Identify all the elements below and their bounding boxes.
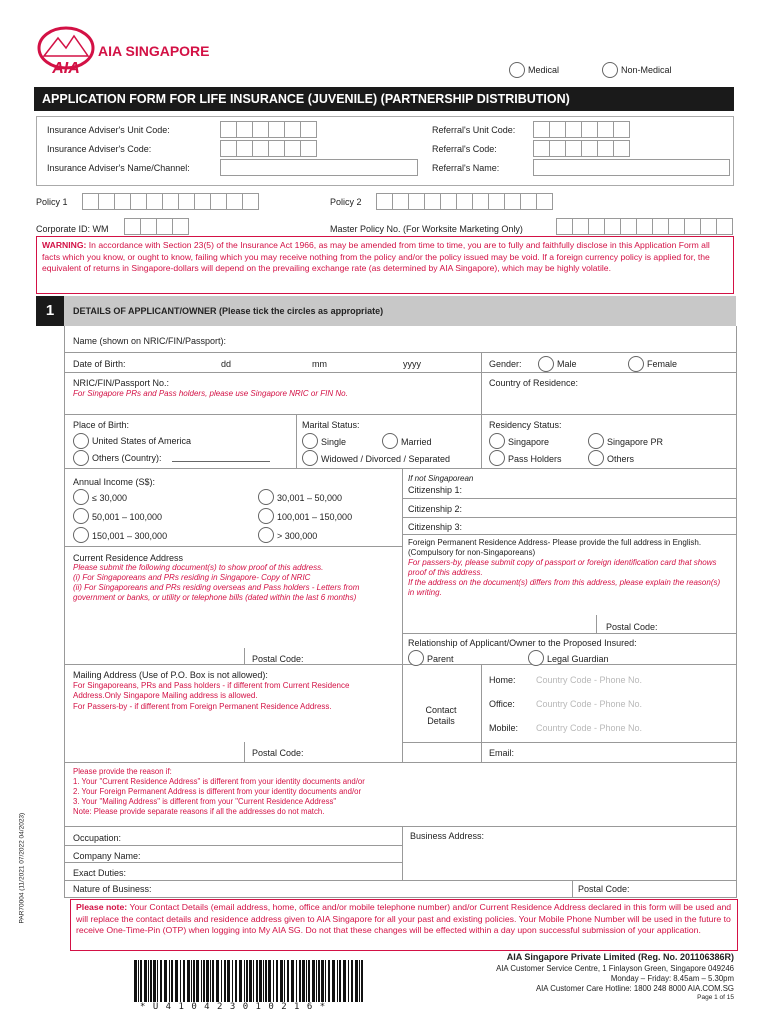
non-medical-label: Non-Medical — [621, 65, 672, 75]
barcode-bar — [239, 960, 242, 1002]
occupation-label: Occupation: — [73, 833, 122, 843]
parent-label: Parent — [427, 654, 454, 664]
barcode — [134, 960, 364, 1002]
form-title: APPLICATION FORM FOR LIFE INSURANCE (JUVENILE) (PARTNERSHIP DISTRIBUTION) — [42, 92, 570, 106]
barcode-bar — [355, 960, 358, 1002]
company-hotline: AIA Customer Care Hotline: 1800 248 8000 AIA.COM.SG — [535, 984, 734, 993]
barcode-bar — [138, 960, 139, 1002]
adviser-code-label: Insurance Adviser's Code: — [47, 144, 152, 154]
business-postal-code-label: Postal Code: — [578, 884, 630, 894]
female-radio[interactable] — [628, 356, 644, 372]
name-label: Name (shown on NRIC/FIN/Passport): — [73, 336, 227, 346]
master-policy-boxes[interactable] — [556, 218, 732, 235]
male-label: Male — [557, 359, 577, 369]
citizenship1-label: Citizenship 1: — [408, 485, 463, 495]
others-country-label: Others (Country): — [92, 453, 162, 463]
aia-logo — [36, 26, 96, 76]
foreign-address-note: For passers-by, please submit copy of passport or foreign identification card that shows proof of this address. If the address on the document(s) differs from this address, please explain the reason(s) in writing. — [408, 558, 721, 597]
barcode-bar — [134, 960, 137, 1002]
barcode-bar — [332, 960, 335, 1002]
foreign-address-label: Foreign Permanent Residence Address- Please provide the full address in English. (Compulsory for non-Singaporeans) — [408, 538, 702, 557]
barcode-bar — [160, 960, 162, 1002]
contact-details-label: Contact Details — [425, 705, 457, 726]
barcode-bar — [253, 960, 254, 1002]
barcode-bar — [276, 960, 278, 1002]
barcode-bar — [308, 960, 310, 1002]
others-label: Others — [607, 454, 635, 464]
non-medical-radio[interactable] — [602, 62, 618, 78]
barcode-bar — [164, 960, 167, 1002]
pass-holders-label: Pass Holders — [508, 454, 562, 464]
single-label: Single — [321, 437, 347, 447]
barcode-bar — [144, 960, 147, 1002]
singapore-pr-label: Singapore PR — [607, 437, 664, 447]
please-note-label: Please note: — [76, 902, 128, 912]
adviser-unit-code-label: Insurance Adviser's Unit Code: — [47, 125, 170, 135]
barcode-bar — [316, 960, 317, 1002]
form-code: PAR70004 (11/2021 07/2022 04/2023) — [18, 812, 26, 924]
company-name: AIA Singapore Private Limited (Reg. No. 201106386R) — [506, 952, 734, 962]
barcode-bar — [287, 960, 289, 1002]
foreign-postal-code-label: Postal Code: — [606, 622, 658, 632]
barcode-bar — [318, 960, 320, 1002]
barcode-bar — [359, 960, 360, 1002]
barcode-bar — [140, 960, 142, 1002]
barcode-bar — [302, 960, 305, 1002]
barcode-bar — [299, 960, 301, 1002]
policy2-boxes[interactable] — [376, 193, 552, 210]
barcode-bar — [187, 960, 190, 1002]
female-label: Female — [647, 359, 678, 369]
not-singaporean-label: If not Singaporean — [408, 474, 474, 483]
mailing-note1: For Singaporeans, PRs and Pass holders - if different from Current Residence Address.Only Singapore Mailing address is allowed. — [73, 681, 350, 700]
barcode-bar — [235, 960, 237, 1002]
page-number: Page 1 of 15 — [697, 994, 734, 1001]
barcode-bar — [153, 960, 156, 1002]
company-address: AIA Customer Service Centre, 1 Finlayson Green, Singapore 049246 — [496, 964, 734, 973]
income4-label: 100,001 – 150,000 — [277, 512, 353, 522]
barcode-bar — [273, 960, 274, 1002]
adviser-unit-code-boxes[interactable] — [220, 121, 316, 138]
barcode-bar — [201, 960, 202, 1002]
barcode-bar — [337, 960, 338, 1002]
barcode-bar — [203, 960, 205, 1002]
please-note-box — [70, 899, 738, 951]
barcode-bar — [291, 960, 294, 1002]
master-policy-label: Master Policy No. (For Worksite Marketing Only) — [330, 224, 523, 234]
barcode-bar — [265, 960, 267, 1002]
corporate-id-boxes[interactable] — [124, 218, 188, 235]
place-birth-label: Place of Birth: — [73, 420, 130, 430]
brand-name: AIA SINGAPORE — [98, 43, 210, 59]
widowed-label: Widowed / Divorced / Separated — [321, 454, 451, 464]
form-title-bar — [34, 87, 734, 111]
singaporean-label: Singapore — [508, 437, 550, 447]
barcode-bar — [157, 960, 158, 1002]
relationship-label: Relationship of Applicant/Owner to the Proposed Insured: — [408, 638, 637, 648]
mailing-postal-code-label: Postal Code: — [252, 748, 304, 758]
citizenship3-label: Citizenship 3: — [408, 522, 463, 532]
legal-guardian-label: Legal Guardian — [547, 654, 609, 664]
company-name-label: Company Name: — [73, 851, 141, 861]
business-address-label: Business Address: — [410, 831, 485, 841]
home-label: Home: — [489, 675, 516, 685]
referral-name-field[interactable] — [533, 159, 730, 176]
mobile-label: Mobile: — [489, 723, 519, 733]
married-radio[interactable] — [382, 433, 398, 449]
barcode-bar — [206, 960, 209, 1002]
barcode-bar — [171, 960, 173, 1002]
dob-dd: dd — [221, 359, 232, 369]
barcode-bar — [148, 960, 149, 1002]
barcode-bar — [306, 960, 307, 1002]
barcode-bar — [193, 960, 195, 1002]
barcode-bar — [210, 960, 211, 1002]
barcode-bar — [256, 960, 258, 1002]
barcode-bar — [343, 960, 346, 1002]
legal-guardian-radio[interactable] — [528, 650, 544, 666]
barcode-bar — [325, 960, 326, 1002]
please-note-text: Your Contact Details (email address, home, office and/or mobile telephone number) and/or Current Residence Address declared in this form will be used and will replace the contact details and residence address given to AIA Singapore for all your past and existing policies. Your Mobile Phone Number will be used in the future to receive One-Time-Pin (OTP) when logging into My AIA SG. Do not that these changes will be effected within a day upon successful submission of your application. — [76, 902, 732, 935]
barcode-bar — [227, 960, 230, 1002]
single-radio[interactable] — [302, 433, 318, 449]
corporate-id-label: Corporate ID: WM — [36, 224, 109, 234]
barcode-bar — [175, 960, 178, 1002]
singapore-pr-radio[interactable] — [588, 433, 604, 449]
warning-text: In accordance with Section 23(5) of the Insurance Act 1966, as may be amended from time to time, you are to fully and faithfully disclose in this Application Form all facts which you know, or ought to know, failing which you may receive nothing from the policy and/or the policy issued may be void. If a foreign currency policy is applied for, the equivalent of returns in Singapore-dollars will depend on the prevailing exchange rate (as determined by AIA Singapore), which may be highly volatile. — [42, 240, 710, 273]
policy1-boxes[interactable] — [82, 193, 258, 210]
usa-label: United States of America — [92, 436, 192, 446]
dob-yyyy: yyyy — [403, 359, 421, 369]
barcode-bar — [296, 960, 297, 1002]
reason-note: Please provide the reason if: 1. Your "Current Residence Address" is different from your identity documents and/or 2. Your Foreign Permanent Address is different from your identity documents and/or 3. Your "Mailing Address" is different from your "Current Residence Address" Note: Please provide separate reasons if all the addresses do not match. — [73, 767, 365, 816]
adviser-code-boxes[interactable] — [220, 140, 316, 157]
barcode-bar — [183, 960, 185, 1002]
marital-label: Marital Status: — [302, 420, 360, 430]
others-radio[interactable] — [588, 450, 604, 466]
income3-label: 50,001 – 100,000 — [92, 512, 163, 522]
nric-note: For Singapore PRs and Pass holders, please use Singapore NRIC or FIN No. — [73, 389, 348, 398]
nature-business-label: Nature of Business: — [73, 884, 152, 894]
barcode-bar — [244, 960, 245, 1002]
section1-number-box: 1 — [36, 296, 64, 326]
policy2-label: Policy 2 — [330, 197, 362, 207]
company-hours: Monday – Friday: 8.45am – 5.30pm — [610, 974, 734, 983]
barcode-bar — [268, 960, 271, 1002]
barcode-bar — [312, 960, 315, 1002]
adviser-name-label: Insurance Adviser's Name/Channel: — [47, 163, 190, 173]
medical-label: Medical — [528, 65, 560, 75]
policy1-label: Policy 1 — [36, 197, 68, 207]
referral-code-label: Referral's Code: — [432, 144, 497, 154]
barcode-bar — [249, 960, 252, 1002]
barcode-bar — [259, 960, 262, 1002]
income2-radio[interactable] — [258, 489, 274, 505]
barcode-bar — [216, 960, 219, 1002]
barcode-bar — [321, 960, 324, 1002]
mailing-note2: For Passers-by - if different from Foreign Permanent Residence Address. — [73, 702, 332, 711]
married-label: Married — [401, 437, 432, 447]
barcode-bar — [221, 960, 222, 1002]
section1-title: DETAILS OF APPLICANT/OWNER (Please tick the circles as appropriate) — [73, 306, 384, 316]
income6-radio[interactable] — [258, 527, 274, 543]
barcode-bar — [191, 960, 192, 1002]
current-residence-note: Please submit the following document(s) to show proof of this address. (i) For Singaporeans and PRs residing in Singapore- Copy of NRIC (ii) For Singaporeans and PRs residing overseas and Pass holders - Letters from government or banks, or utility or telephone bills (dated within the last 6 months) — [73, 563, 360, 602]
barcode-bar — [351, 960, 353, 1002]
exact-duties-label: Exact Duties: — [73, 868, 127, 878]
income1-label: ≤ 30,000 — [92, 493, 127, 503]
widowed-radio[interactable] — [302, 450, 318, 466]
warning-label: WARNING: — [42, 240, 87, 250]
barcode-bar — [361, 960, 363, 1002]
barcode-bar — [169, 960, 170, 1002]
adviser-name-field[interactable] — [220, 159, 418, 176]
mailing-label: Mailing Address (Use of P.O. Box is not allowed): — [73, 670, 268, 680]
singaporean-radio[interactable] — [489, 433, 505, 449]
referral-code-boxes[interactable] — [533, 140, 629, 157]
annual-income-label: Annual Income (S$): — [73, 477, 156, 487]
gender-label: Gender: — [489, 359, 522, 369]
barcode-bar — [339, 960, 341, 1002]
income1-radio[interactable] — [73, 489, 89, 505]
email-label: Email: — [489, 748, 515, 758]
referral-name-label: Referral's Name: — [432, 163, 500, 173]
barcode-bar — [212, 960, 214, 1002]
barcode-bar — [232, 960, 233, 1002]
citizenship2-label: Citizenship 2: — [408, 504, 463, 514]
barcode-bar — [263, 960, 264, 1002]
barcode-bar — [328, 960, 330, 1002]
barcode-bar — [280, 960, 283, 1002]
home-phone-field[interactable]: Country Code - Phone No. — [536, 675, 643, 685]
income3-radio[interactable] — [73, 508, 89, 524]
barcode-bar — [196, 960, 199, 1002]
parent-radio[interactable] — [408, 650, 424, 666]
mobile-phone-field[interactable]: Country Code - Phone No. — [536, 723, 643, 733]
others-country-radio[interactable] — [73, 450, 89, 466]
office-label: Office: — [489, 699, 515, 709]
dob-mm: mm — [312, 359, 327, 369]
income5-radio[interactable] — [73, 527, 89, 543]
current-postal-code-label: Postal Code: — [252, 654, 304, 664]
dob-label: Date of Birth: — [73, 359, 126, 369]
referral-unit-code-label: Referral's Unit Code: — [432, 125, 516, 135]
barcode-bar — [284, 960, 285, 1002]
medical-radio[interactable] — [509, 62, 525, 78]
barcode-bar — [224, 960, 226, 1002]
barcode-bar — [180, 960, 181, 1002]
barcode-bar — [150, 960, 152, 1002]
barcode-bar — [348, 960, 349, 1002]
residency-label: Residency Status: — [489, 420, 562, 430]
svg-text:AIA: AIA — [52, 60, 80, 76]
income2-label: 30,001 – 50,000 — [277, 493, 343, 503]
nric-label: NRIC/FIN/Passport No.: — [73, 378, 170, 388]
warning-box — [36, 236, 734, 294]
referral-unit-code-boxes[interactable] — [533, 121, 629, 138]
male-radio[interactable] — [538, 356, 554, 372]
income5-label: 150,001 – 300,000 — [92, 531, 168, 541]
country-residence-label: Country of Residence: — [489, 378, 579, 388]
current-residence-label: Current Residence Address — [73, 553, 184, 563]
barcode-bar — [246, 960, 248, 1002]
income4-radio[interactable] — [258, 508, 274, 524]
pass-holders-radio[interactable] — [489, 450, 505, 466]
office-phone-field[interactable]: Country Code - Phone No. — [536, 699, 643, 709]
barcode-text: * U 4 1 0 4 2 3 0 1 0 2 1 6 * — [140, 1002, 327, 1012]
income6-label: > 300,000 — [277, 531, 318, 541]
usa-radio[interactable] — [73, 433, 89, 449]
